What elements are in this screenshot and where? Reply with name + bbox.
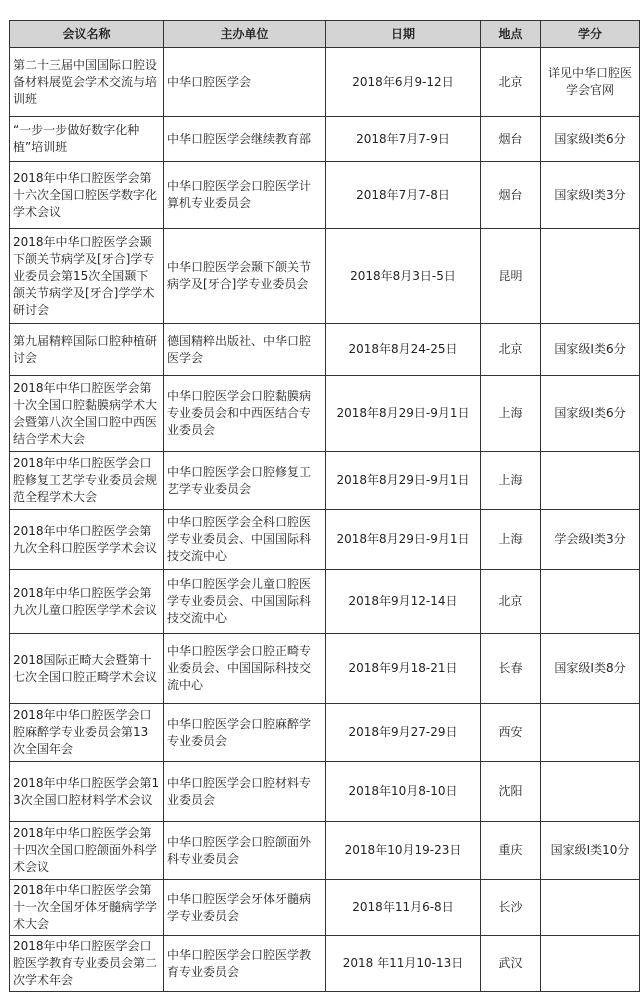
table-row <box>10 229 640 324</box>
credits-cell <box>541 570 640 634</box>
header-location: 地点 <box>481 21 541 48</box>
credits-cell: 国家级I类6分 <box>541 376 640 452</box>
location-cell: 烟台 <box>481 117 541 162</box>
conference-name-cell: 2018年中华口腔医学会第九次全科口腔医学学术会议 <box>10 510 164 570</box>
conference-name-cell: 2018国际正畸大会暨第十七次全国口腔正畸学术会议 <box>10 634 164 704</box>
date-cell: 2018年9月12-14日 <box>326 570 481 634</box>
table-row <box>10 704 640 762</box>
location-cell: 上海 <box>481 376 541 452</box>
table-row <box>10 822 640 880</box>
conference-name-cell: 2018年中华口腔医学会第十六次全国口腔医学数字化学术会议 <box>10 162 164 229</box>
location-cell: 西安 <box>481 704 541 762</box>
organizer-cell: 中华口腔医学会全科口腔医学专业委员会、中国国际科技交流中心 <box>164 510 326 570</box>
organizer-cell: 德国精粹出版社、中华口腔医学会 <box>164 324 326 376</box>
conference-name-cell: 第二十三届中国国际口腔设备材料展览会学术交流与培训班 <box>10 48 164 117</box>
organizer-cell: 中华口腔医学会口腔黏膜病专业委员会和中西医结合专业委员会 <box>164 376 326 452</box>
organizer-cell: 中华口腔医学会牙体牙髓病学专业委员会 <box>164 880 326 936</box>
table-row <box>10 324 640 376</box>
table-body <box>10 48 640 992</box>
header-conference-name: 会议名称 <box>10 21 164 48</box>
date-cell: 2018年8月24-25日 <box>326 324 481 376</box>
date-cell: 2018年9月18-21日 <box>326 634 481 704</box>
credits-cell: 国家级I类8分 <box>541 634 640 704</box>
credits-cell <box>541 452 640 510</box>
date-cell: 2018 年11月10-13日 <box>326 936 481 992</box>
location-cell: 长春 <box>481 634 541 704</box>
location-cell: 武汉 <box>481 936 541 992</box>
date-cell: 2018年8月29日-9月1日 <box>326 452 481 510</box>
conference-name-cell: 2018年中华口腔医学会口腔麻醉学专业委员会第13次全国年会 <box>10 704 164 762</box>
location-cell: 长沙 <box>481 880 541 936</box>
table-row <box>10 452 640 510</box>
credits-cell: 详见中华口腔医学会官网 <box>541 48 640 117</box>
date-cell: 2018年9月27-29日 <box>326 704 481 762</box>
location-cell: 昆明 <box>481 229 541 324</box>
date-cell: 2018年8月29日-9月1日 <box>326 510 481 570</box>
credits-cell <box>541 936 640 992</box>
location-cell: 重庆 <box>481 822 541 880</box>
credits-cell: 国家级I类3分 <box>541 162 640 229</box>
organizer-cell: 中华口腔医学会颞下颌关节病学及[牙合]学专业委员会 <box>164 229 326 324</box>
organizer-cell: 中华口腔医学会口腔材料专业委员会 <box>164 762 326 822</box>
location-cell: 北京 <box>481 570 541 634</box>
credits-cell <box>541 762 640 822</box>
date-cell: 2018年7月7-8日 <box>326 162 481 229</box>
organizer-cell: 中华口腔医学会继续教育部 <box>164 117 326 162</box>
date-cell: 2018年10月19-23日 <box>326 822 481 880</box>
conference-name-cell: 2018年中华口腔医学会口腔修复工艺学专业委员会规范全程学术大会 <box>10 452 164 510</box>
table-row <box>10 762 640 822</box>
table-row <box>10 117 640 162</box>
date-cell: 2018年8月29日-9月1日 <box>326 376 481 452</box>
table-row <box>10 376 640 452</box>
location-cell: 烟台 <box>481 162 541 229</box>
table-header <box>10 21 640 48</box>
table-row <box>10 510 640 570</box>
organizer-cell: 中华口腔医学会口腔医学教育专业委员会 <box>164 936 326 992</box>
conference-name-cell: 2018年中华口腔医学会第十次全国口腔黏膜病学术大会暨第八次全国口腔中西医结合学术大会 <box>10 376 164 452</box>
credits-cell <box>541 880 640 936</box>
conference-table <box>9 20 640 992</box>
location-cell: 北京 <box>481 48 541 117</box>
organizer-cell: 中华口腔医学会口腔医学计算机专业委员会 <box>164 162 326 229</box>
organizer-cell: 中华口腔医学会口腔正畸专业委员会、中国国际科技交流中心 <box>164 634 326 704</box>
date-cell: 2018年11月6-8日 <box>326 880 481 936</box>
table-row <box>10 880 640 936</box>
location-cell: 上海 <box>481 510 541 570</box>
location-cell: 上海 <box>481 452 541 510</box>
credits-cell: 国家级I类10分 <box>541 822 640 880</box>
conference-name-cell: 2018年中华口腔医学会第十一次全国牙体牙髓病学学术大会 <box>10 880 164 936</box>
header-organizer: 主办单位 <box>164 21 326 48</box>
header-credits: 学分 <box>541 21 640 48</box>
table-row <box>10 570 640 634</box>
date-cell: 2018年8月3日-5日 <box>326 229 481 324</box>
date-cell: 2018年7月7-9日 <box>326 117 481 162</box>
organizer-cell: 中华口腔医学会儿童口腔医学专业委员会、中国国际科技交流中心 <box>164 570 326 634</box>
conference-name-cell: 2018年中华口腔医学会第九次儿童口腔医学学术会议 <box>10 570 164 634</box>
location-cell: 北京 <box>481 324 541 376</box>
conference-name-cell: 第九届精粹国际口腔种植研讨会 <box>10 324 164 376</box>
table-row <box>10 48 640 117</box>
organizer-cell: 中华口腔医学会 <box>164 48 326 117</box>
credits-cell: 学会级I类3分 <box>541 510 640 570</box>
header-row <box>10 21 640 48</box>
table-row <box>10 936 640 992</box>
conference-name-cell: 2018年中华口腔医学会第十四次全国口腔颌面外科学术会议 <box>10 822 164 880</box>
table-row <box>10 634 640 704</box>
date-cell: 2018年6月9-12日 <box>326 48 481 117</box>
conference-name-cell: 2018年中华口腔医学会第13次全国口腔材料学术会议 <box>10 762 164 822</box>
conference-name-cell: “一步一步做好数字化种植”培训班 <box>10 117 164 162</box>
table-row <box>10 162 640 229</box>
location-cell: 沈阳 <box>481 762 541 822</box>
credits-cell <box>541 229 640 324</box>
header-date: 日期 <box>326 21 481 48</box>
organizer-cell: 中华口腔医学会口腔麻醉学专业委员会 <box>164 704 326 762</box>
date-cell: 2018年10月8-10日 <box>326 762 481 822</box>
organizer-cell: 中华口腔医学会口腔颌面外科专业委员会 <box>164 822 326 880</box>
conference-name-cell: 2018年中华口腔医学会颞下颌关节病学及[牙合]学专业委员会第15次全国颞下颌关节病学及[牙合]学学术研讨会 <box>10 229 164 324</box>
credits-cell <box>541 704 640 762</box>
organizer-cell: 中华口腔医学会口腔修复工艺学专业委员会 <box>164 452 326 510</box>
credits-cell: 国家级I类6分 <box>541 117 640 162</box>
credits-cell: 国家级I类6分 <box>541 324 640 376</box>
conference-name-cell: 2018年中华口腔医学会口腔医学教育专业委员会第二次学术年会 <box>10 936 164 992</box>
